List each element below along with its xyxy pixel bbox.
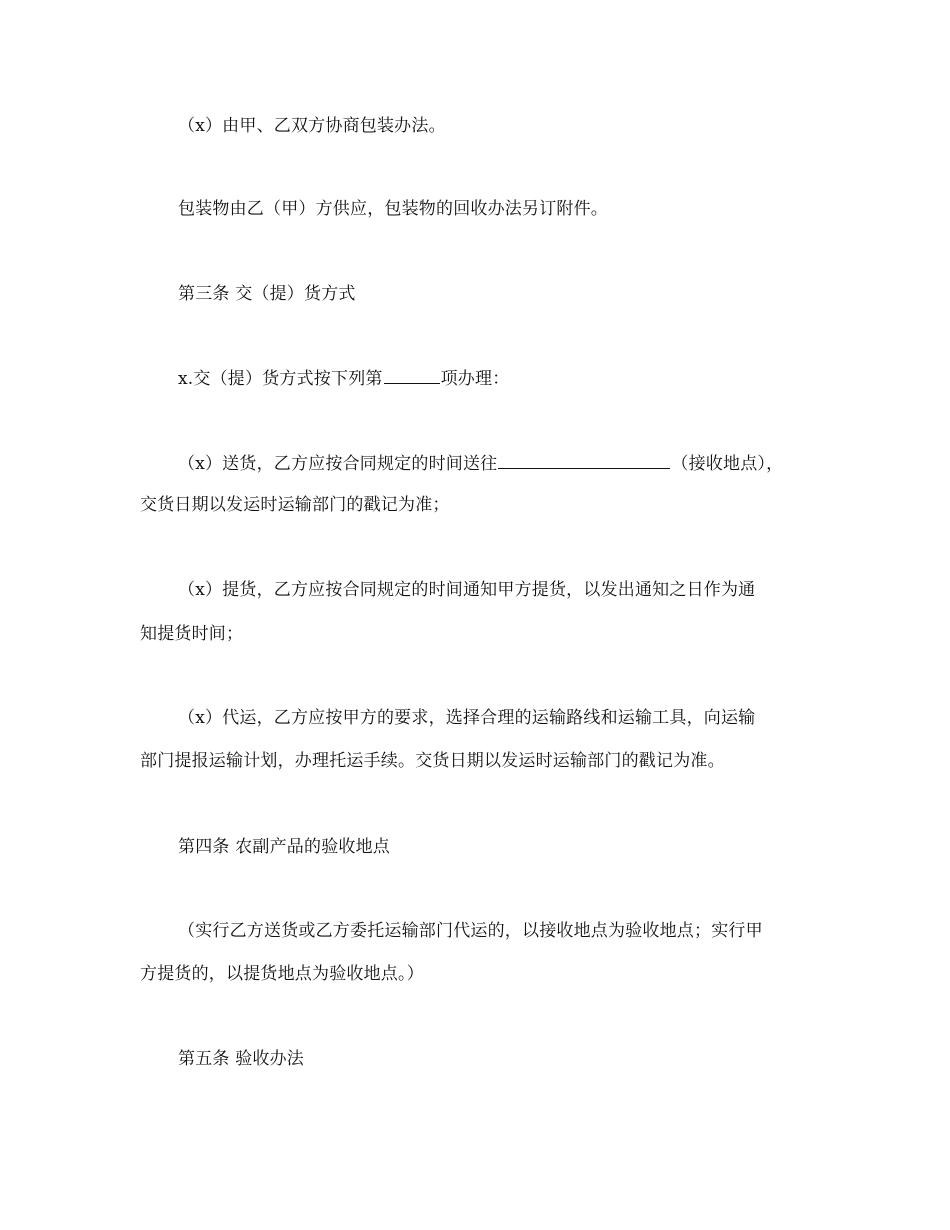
- paragraph-delivery-line2: 交货日期以发运时运输部门的戳记为准；: [140, 495, 450, 515]
- paragraph-packaging-method: （x）由甲、乙双方协商包装办法。: [178, 116, 446, 136]
- delivery-method-text-after: 项办理：: [440, 369, 510, 389]
- paragraph-agency-shipping-line2: 部门提报运输计划，办理托运手续。交货日期以发运时运输部门的戳记为准。: [140, 751, 725, 771]
- heading-article-five: 第五条 验收办法: [178, 1049, 305, 1069]
- heading-article-four: 第四条 农副产品的验收地点: [178, 837, 391, 857]
- paragraph-agency-shipping-line1: （x）代运，乙方应按甲方的要求，选择合理的运输路线和运输工具，向运输: [178, 708, 756, 728]
- paragraph-pickup-line1: （x）提货，乙方应按合同规定的时间通知甲方提货，以发出通知之日作为通: [178, 580, 756, 600]
- receiving-location-blank: [498, 453, 670, 469]
- paragraph-inspection-location-line2: 方提货的，以提货地点为验收地点。）: [140, 964, 424, 984]
- delivery-text-after: （接收地点），: [671, 454, 784, 474]
- paragraph-pickup-line2: 知提货时间；: [140, 624, 244, 644]
- heading-article-three: 第三条 交（提）货方式: [178, 284, 356, 304]
- paragraph-packaging-supply: 包装物由乙（甲）方供应，包装物的回收办法另订附件。: [178, 199, 608, 219]
- paragraph-delivery-method: [178, 368, 509, 389]
- delivery-text-before: （x）送货，乙方应按合同规定的时间送往: [178, 454, 498, 474]
- paragraph-delivery-line1: [178, 453, 783, 474]
- item-number-blank: [384, 368, 440, 384]
- paragraph-inspection-location-line1: （实行乙方送货或乙方委托运输部门代运的，以接收地点为验收地点；实行甲: [178, 921, 763, 941]
- delivery-method-text-before: x.交（提）货方式按下列第: [178, 369, 383, 389]
